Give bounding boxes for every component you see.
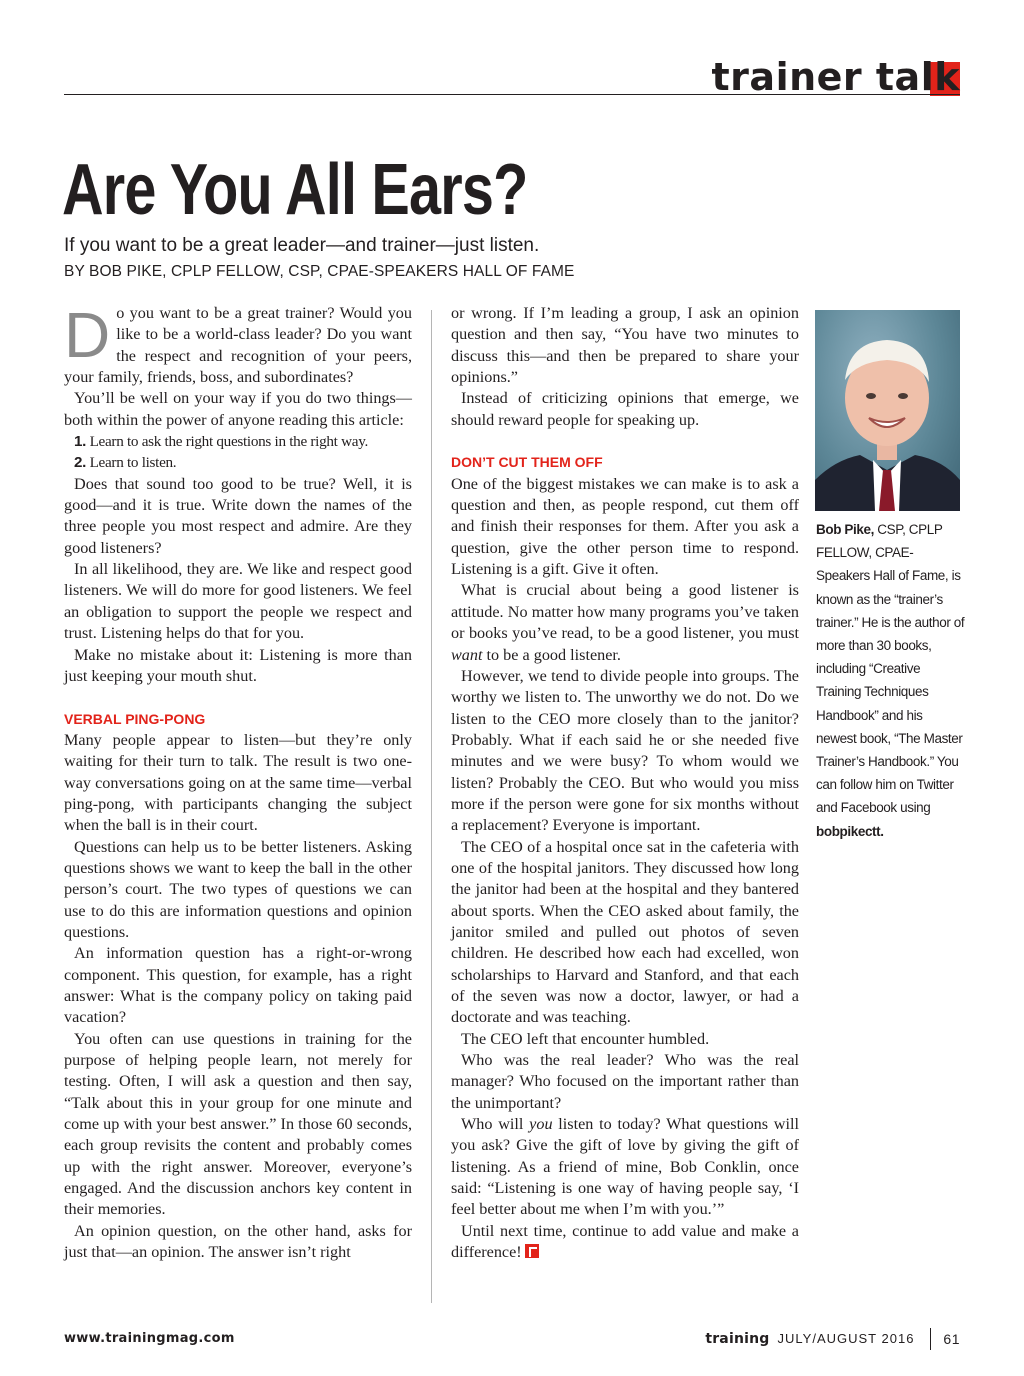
paragraph: What is crucial about being a good listener is attitude. No matter how many programs you’ve taken or books you’ve read, to be a good listener, you must want to be a good listener. <box>451 581 799 664</box>
paragraph: Does that sound too good to be true? Well, it is good—and it is true. Write down the names of the three people you most respect and admire. Are they good listeners? <box>64 474 412 557</box>
footer-url[interactable]: www.trainingmag.com <box>64 1331 235 1346</box>
article-dek: If you want to be a great leader—and trainer—just listen. <box>64 235 540 256</box>
footer-issue: JULY/AUGUST 2016 <box>777 1331 915 1346</box>
paragraph: The CEO of a hospital once sat in the cafeteria with one of the hospital janitors. They discussed how long the janitor had been at the hospital and they bantered about sports. When the CEO asked about family, the janitor smiled and pulled out photos of seven children. He described how each had excelled, won scholarships to Harvard and Stanford, and that each of the seven was now a doctor, lawyer, or had a doctorate and was teaching. <box>451 837 799 1027</box>
author-portrait-illustration <box>815 310 960 511</box>
subhead-dont-cut-them-off: DON’T CUT THEM OFF <box>451 454 603 471</box>
training-t-logo-icon <box>525 1244 539 1258</box>
author-name: Bob Pike, <box>816 522 874 537</box>
paragraph: In all likelihood, they are. We like and respect good listeners. We will do more for good listeners. We feel an obligation to support the people we respect and trust. Listening helps do that for you. <box>64 560 412 643</box>
list-item: 1. Learn to ask the right questions in the right way. <box>74 433 368 451</box>
paragraph: You often can use questions in training for the purpose of helping people learn, not merely for testing. Often, I will ask a question and then say, “Talk about this in your group for one minute and come up with your best answer.” In those 60 seconds, each group revisits the content and probably comes up with the right answer. Moreover, everyone’s engaged. And the discussion anchors key content in their memories. <box>64 1029 412 1219</box>
paragraph: One of the biggest mistakes we can make is to ask a question and then, as people respond, cut them off and finish their responses for them. After you ask a question, give the other person time to respond. Listening is a gift. Give it often. <box>451 474 799 579</box>
author-bio-text: CSP, CPLP FELLOW, CPAE-Speakers Hall of Fame, is known as the “trainer’s trainer.” He is the author of more than 30 books, including “Creative Training Techniques Handbook” and his newest book, “The Master Trainer’s Handbook.” You can follow him on Twitter and Facebook using <box>816 522 965 816</box>
article-title: Are You All Ears? <box>62 150 528 230</box>
article-column-1 <box>64 299 412 1263</box>
paragraph: The CEO left that encounter humbled. <box>461 1029 710 1048</box>
footer-magazine-name: training <box>705 1331 770 1347</box>
paragraph: You’ll be well on your way if you do two things—both within the power of anyone reading this article: <box>64 389 412 429</box>
section-name <box>711 55 960 99</box>
footer-divider <box>930 1328 931 1350</box>
footer-folio <box>705 1328 960 1350</box>
column-divider <box>431 310 432 1303</box>
paragraph: Questions can help us to be better listeners. Asking questions shows we want to keep the ball in the other person’s court. The two types of questions we can use to do this are information questions and opinion questions. <box>64 837 412 941</box>
list-item: 2. Learn to listen. <box>74 454 177 472</box>
paragraph: An opinion question, on the other hand, asks for just that—an opinion. The answer isn’t right <box>64 1221 412 1262</box>
author-bio <box>816 518 966 843</box>
paragraph: An information question has a right-or-wrong component. This question, for example, has a right answer: What is the company policy on taking paid vacation? <box>64 944 412 1027</box>
paragraph: or wrong. If I’m leading a group, I ask an opinion question and then say, “You have two minutes to discuss this—and then be prepared to share your opinions.” <box>451 304 799 387</box>
paragraph: Until next time, continue to add value and make a difference! <box>451 1221 799 1262</box>
author-twitter-handle[interactable]: bobpikectt. <box>816 823 884 839</box>
paragraph: Make no mistake about it: Listening is more than just keeping your mouth shut. <box>64 645 412 685</box>
drop-cap: D <box>64 299 111 371</box>
paragraph: Many people appear to listen—but they’re only waiting for their turn to talk. The result is two one-way conversations going on at the same time—verbal ping-pong, with participants changing the subject when the ball is in their court. <box>64 730 412 835</box>
subhead-verbal-ping-pong: VERBAL PING-PONG <box>64 710 206 727</box>
page-number: 61 <box>943 1331 960 1347</box>
paragraph: Who was the real leader? Who was the real manager? Who focused on the important rather than the unimportant? <box>451 1051 799 1112</box>
paragraph: Who will you listen to today? What questions will you ask? Give the gift of love by giving the gift of listening. As a friend of mine, Bob Conklin, once said: “Listening is one way of having people say, ‘I feel better about me when I’m with you.’” <box>451 1115 799 1219</box>
paragraph: Instead of criticizing opinions that emerge, we should reward people for speaking up. <box>451 389 799 429</box>
article-byline: BY BOB PIKE, CPLP FELLOW, CSP, CPAE-SPEAKERS HALL OF FAME <box>64 263 575 280</box>
article-column-2 <box>451 303 799 1263</box>
section-name-text: trainer talk <box>711 55 960 99</box>
author-photo <box>815 310 960 511</box>
paragraph: Do you want to be a great trainer? Would you like to be a world-class leader? Do you want the respect and recognition of your peers, your family, friends, boss, and subordinates? <box>64 299 412 387</box>
paragraph: However, we tend to divide people into groups. The worthy we listen to. The unworthy we do not. Do we listen to the CEO more closely than to the janitor? Probably. What if each said he or she needed five minutes and we were busy? To whom would we listen? Probably the CEO. But who would you miss more if the person were gone for six months without a replacement? Everyone is important. <box>451 666 799 835</box>
